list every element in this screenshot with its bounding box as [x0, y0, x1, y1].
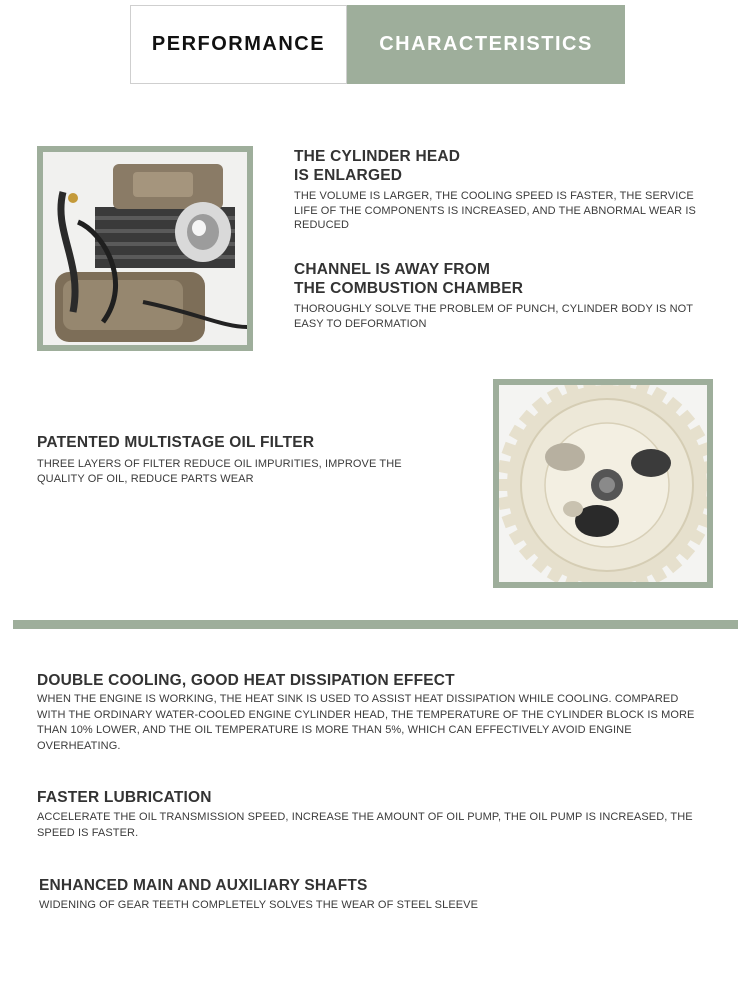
- cylinder-head-text: THE VOLUME IS LARGER, THE COOLING SPEED IS FASTER, THE SERVICE LIFE OF THE COMPONENTS IS INCREASED, AND THE ABNORMAL WEAR IS REDUCED: [294, 190, 696, 231]
- channel-title-line1: CHANNEL IS AWAY FROM: [294, 261, 491, 278]
- oil-filter-text: THREE LAYERS OF FILTER REDUCE OIL IMPURITIES, IMPROVE THE QUALITY OF OIL, REDUCE PARTS WEAR: [37, 458, 402, 485]
- channel-title: [294, 260, 523, 298]
- channel-title-line2: THE COMBUSTION CHAMBER: [294, 280, 524, 297]
- gear-photo-frame: [493, 379, 713, 588]
- title-banner: [130, 5, 625, 84]
- oil-filter-title: PATENTED MULTISTAGE OIL FILTER: [37, 434, 315, 451]
- double-cooling-title: DOUBLE COOLING, GOOD HEAT DISSIPATION EFFECT: [37, 672, 455, 689]
- shafts-title: ENHANCED MAIN AND AUXILIARY SHAFTS: [39, 877, 368, 894]
- faster-lubrication-text: ACCELERATE THE OIL TRANSMISSION SPEED, INCREASE THE AMOUNT OF OIL PUMP, THE OIL PUMP IS INCREASED, THE SPEED IS FASTER.: [37, 811, 693, 839]
- section-divider: [13, 620, 738, 629]
- engine-illustration: [43, 152, 247, 345]
- banner-title-left: PERFORMANCE: [130, 5, 347, 84]
- gear-illustration: [499, 385, 707, 582]
- gear-photo: [499, 385, 707, 582]
- double-cooling-text: WHEN THE ENGINE IS WORKING, THE HEAT SINK IS USED TO ASSIST HEAT DISSIPATION WHILE COOLING. COMPARED WITH THE ORDINARY WATER-COOLED ENGINE CYLINDER HEAD, THE TEMPERATURE OF THE CYLINDER BLOCK IS MORE THAN 10% LOWER, AND THE OIL TEMPERATURE IS MORE THAN 5%, WHICH CAN EFFECTIVELY AVOID ENGINE OVERHEATING.: [37, 693, 695, 752]
- channel-text: THOROUGHLY SOLVE THE PROBLEM OF PUNCH, CYLINDER BODY IS NOT EASY TO DEFORMATION: [294, 303, 693, 330]
- cylinder-head-title-line2: IS ENLARGED: [294, 167, 403, 184]
- cylinder-head-title-line1: THE CYLINDER HEAD: [294, 148, 461, 165]
- engine-photo-frame: [37, 146, 253, 351]
- engine-photo: [43, 152, 247, 345]
- faster-lubrication-title: FASTER LUBRICATION: [37, 789, 212, 806]
- shafts-text: WIDENING OF GEAR TEETH COMPLETELY SOLVES THE WEAR OF STEEL SLEEVE: [39, 899, 479, 911]
- banner-title-right: CHARACTERISTICS: [347, 5, 625, 84]
- cylinder-head-title: [294, 147, 460, 185]
